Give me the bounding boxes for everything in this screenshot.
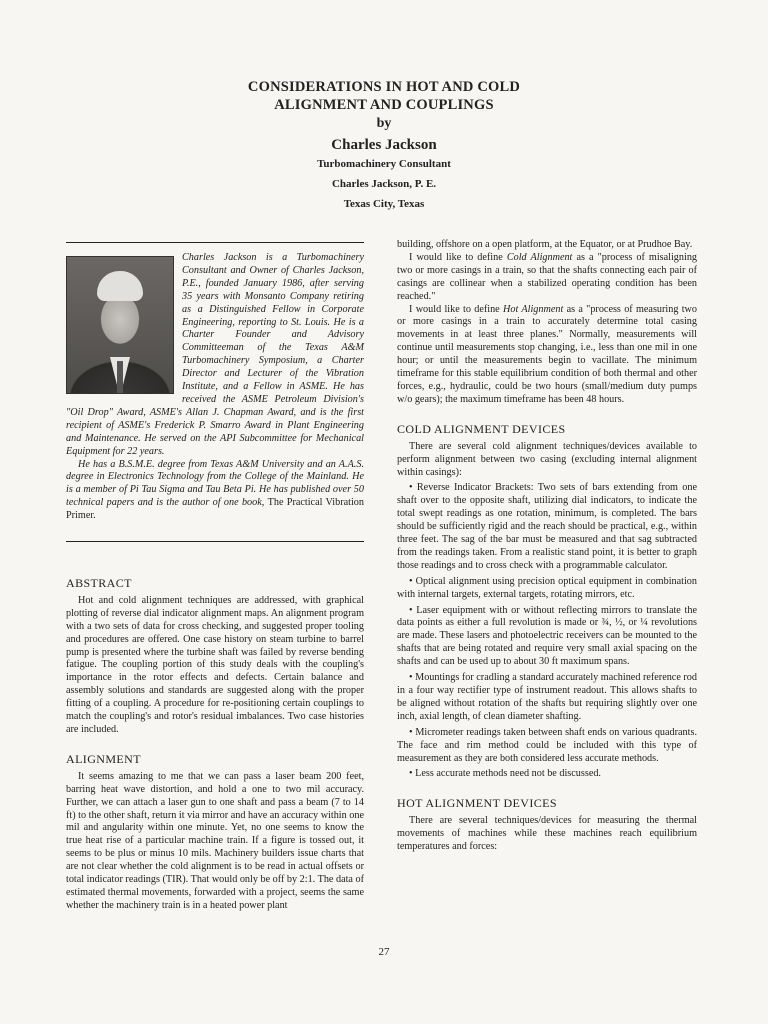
hot-devices-intro: There are several techniques/devices for measuring the thermal movements of machines while these machines reach equilibrium temperatures and forces: <box>397 815 697 853</box>
book-title: The Practical Vibration Primer. <box>66 497 364 522</box>
title-line-2: ALIGNMENT AND COUPLINGS <box>274 97 494 113</box>
bio-paragraph-1: Charles Jackson is a Turbomachinery Consultant and Owner of Charles Jackson, P.E., founded January 1986, after serving 35 years with Monsanto Company retiring as a Distinguished Fellow in Corporate Engineering, reporting to St. Louis. He is a Charter Founder and Advisory Committeeman of the Texas A&M Turbomachinery Symposium, a Charter Director and Lecturer of the Vibration Institute, and a Fellow in ASME. He has received the ASME Petroleum Division's "Oil Drop" Award, ASME's Allan J. Chapman Award, and is the first recipient of ASME's Frederick P. Smarro Award in Plant Engineering and Maintenance. He served on the API Subcommittee for Mechanical Equipment for 22 years. <box>66 252 364 457</box>
right-column <box>397 239 697 854</box>
bio-paragraph-2: He has a B.S.M.E. degree from Texas A&M University and an A.A.S. degree in Electronics Technology from the College of the Mainland. He is a member of Pi Tau Sigma and Tau Beta Pi. He has published over 50 technical papers and is the author of one book, The Practical Vibration Primer. <box>66 458 364 522</box>
abstract-text: Hot and cold alignment techniques are addressed, with graphical plotting of reverse dial indicator alignment maps. An alignment program with a two sets of data for cross checking, and suggested proper tooling and procedures are offered. One case history on steam turbine to barrel pump is presented where the turbine shaft was failed by reverse bending fatigue. The coupling portion of this study deals with the coupling's importance in the rotor effects and defects. Certain balance and assembly solutions and standards are suggested along with the proper fitting of a coupling. A procedure for re-positioning certain couplings to match the coupling's and rotor's residual imbalances. Two case histories are included. <box>66 594 364 735</box>
affiliation-company: Charles Jackson, P. E. <box>331 178 437 190</box>
bio-top-rule <box>66 242 364 243</box>
bullet-micrometer: • Micrometer readings taken between shaft ends on various quadrants. The face and rim method could be included with this type of measurement as they are both considered less accurate methods. <box>397 726 697 764</box>
bullet-reverse-indicator: • Reverse Indicator Brackets: Two sets of bars extending from one shaft over to the opposite shaft, utilizing dial indicators, to indicate the total swept readings as one rotation, minimum, is completed. The bars should be sufficiently rigid and the reach should be practical, e.g., within three feet. The sag of the bar must be measured and that sag subtracted from the readings taken. From a realistic stand point, it is better to graph those readings and to cross check with a programmable calculator. <box>397 482 697 571</box>
author-name: Charles Jackson <box>331 137 437 153</box>
bullet-less-accurate: • Less accurate methods need not be discussed. <box>409 768 601 780</box>
abstract-section <box>66 577 364 913</box>
cold-devices-heading: COLD ALIGNMENT DEVICES <box>397 421 566 436</box>
bullet-mountings: • Mountings for cradling a standard accurately machined reference rod in a four way rectifier type of instrument readout. This allows shafts to be aligned without rotation of the shafts but requiring slightly over one inch, axial length, of clean diameter shafting. <box>397 672 697 722</box>
alignment-heading: ALIGNMENT <box>66 751 141 766</box>
hot-alignment-term: Hot Alignment <box>503 303 564 315</box>
title-line-1: CONSIDERATIONS IN HOT AND COLD <box>247 79 521 95</box>
page-number: 27 <box>378 946 390 958</box>
hot-alignment-definition: I would like to define Hot Alignment as a "process of measuring two or more casings in a train to accurately determine total casing movements in at least three planes." Normally, measurements will continue until measurements stop changing, i.e., less than one mil in one hour; or until the measurements begin to vacillate. The minimum timeframe for this stable equilibrium condition of both thermal and other forces, e.g., hydraulic, could be two hours (small/medium duty pumps w/o gears); the maximum timeframe has been 48 hours. <box>397 303 697 405</box>
photo-tie <box>117 361 123 393</box>
cold-alignment-definition: I would like to define Cold Alignment as a "process of misaligning two or more casings in a train, so that the shafts connecting each pair of casings are collinear when a stabilized operating condition has been reached." <box>397 251 698 302</box>
bio-bottom-rule <box>66 541 364 542</box>
author-bio <box>66 252 364 523</box>
author-photo <box>66 256 174 394</box>
photo-hair <box>97 271 143 301</box>
affiliation-title: Turbomachinery Consultant <box>317 158 451 170</box>
cold-alignment-term: Cold Alignment <box>506 251 573 263</box>
cold-devices-intro: There are several cold alignment techniques/devices available to perform alignment between two casing (excluding internal alignment within casings): <box>397 440 697 478</box>
hot-devices-heading: HOT ALIGNMENT DEVICES <box>397 796 557 811</box>
affiliation-location: Texas City, Texas <box>343 198 425 210</box>
bullet-optical: • Optical alignment using precision optical equipment in combination with internal targets, external targets, rotating mirrors, etc. <box>397 575 697 600</box>
alignment-text: It seems amazing to me that we can pass a laser beam 200 feet, barring heat wave distortion, and hold a one to two mil accuracy. Further, we can attach a laser gun to one shaft and pass a beam (7 to 14 ft) to the other shaft, return it via mirror and have an accuracy within one mil and angularity within one minute. Yet, no one seems to know the true heat rise of a particular machine train. If a figure is tossed out, it seems to be plus or minus 10 mils. Machinery builders issue charts that are not clear whether the cold alignment is to be read in actual offsets or total indicator readings (TIR). That would only be off by 2:1. The data of estimated thermal movements, forwarded with a project, seems the same whether the machinery train is in a heated power plant <box>66 770 364 911</box>
byline: by <box>376 116 392 131</box>
abstract-heading: ABSTRACT <box>66 576 132 590</box>
bullet-laser: • Laser equipment with or without reflecting mirrors to translate the data points as either a full revolution is made or ¾, ½, or ¼ revolutions are made. These lasers and photoelectric receivers can be mounted to the shafts that are being rotated and require very small axial spacing on the shafts and can be used up to about 30 ft maximum spans. <box>397 604 697 668</box>
continued-text: building, offshore on a open platform, at the Equator, or at Prudhoe Bay. <box>397 239 693 250</box>
